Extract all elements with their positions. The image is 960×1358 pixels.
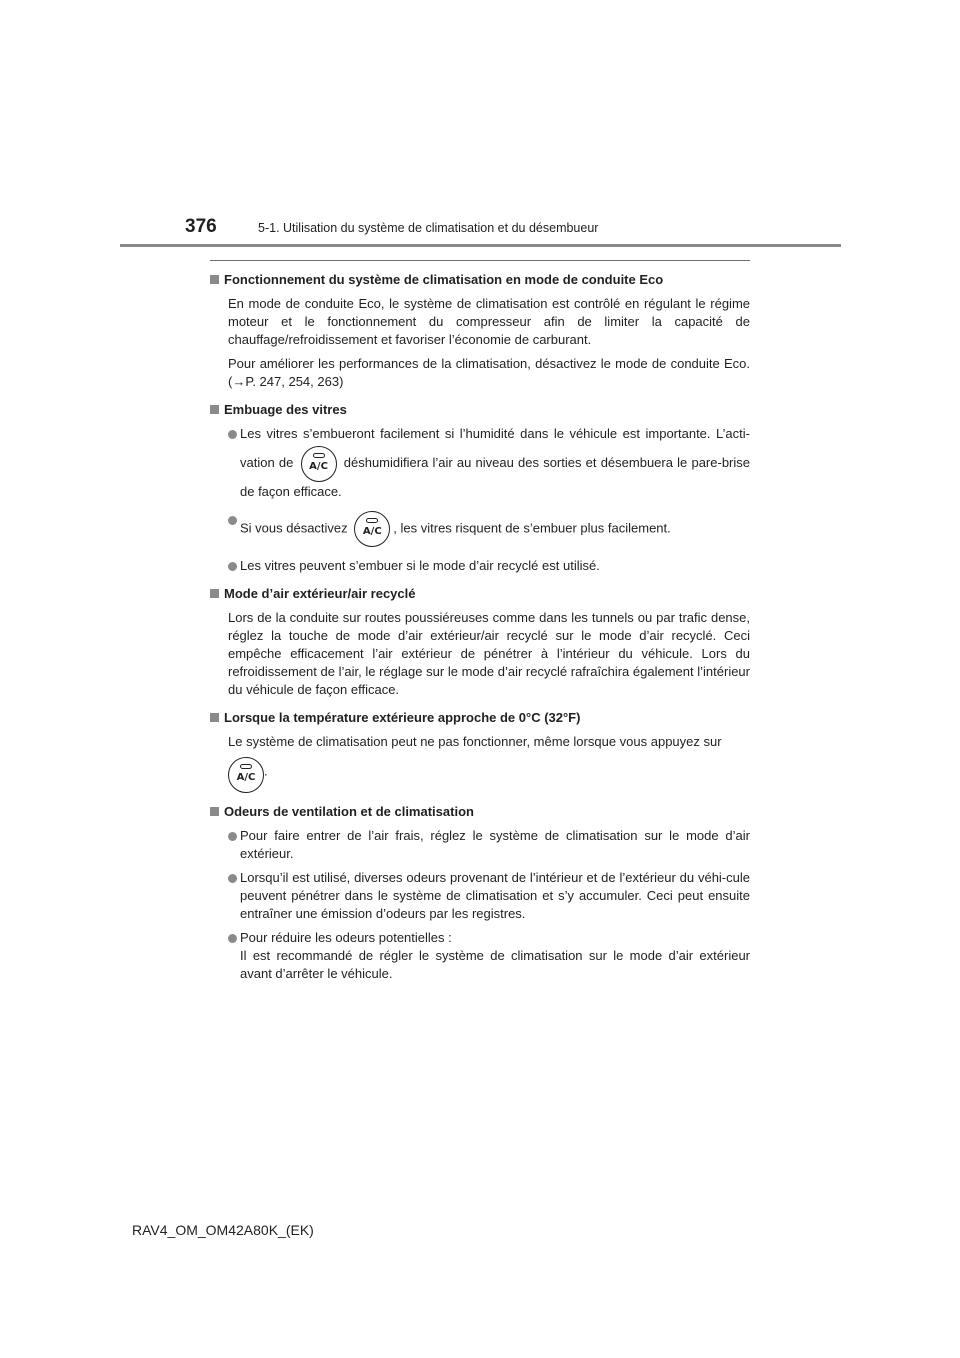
round-bullet-icon	[228, 516, 237, 525]
section-heading: Odeurs de ventilation et de climatisation	[210, 803, 750, 821]
square-bullet-icon	[210, 807, 219, 816]
section-fogging	[210, 401, 750, 575]
section-odors	[210, 803, 750, 983]
section-eco	[210, 271, 750, 391]
list-item: Lorsqu’il est utilisé, diverses odeurs provenant de l’intérieur et de l’extérieur du véhi-cule peuvent pénétrer dans le système de climatisation et s’y accumuler. Ceci peut ensuite entraîner une émission d’odeurs par les registres.	[228, 869, 750, 923]
round-bullet-icon	[228, 430, 237, 439]
paragraph: Pour améliorer les performances de la climatisation, désactivez le mode de conduite Eco. (→P. 247, 254, 263)	[228, 356, 750, 389]
list-item: Les vitres s’embueront facilement si l’humidité dans le véhicule est importante. L’acti-vation de A/C déshumidifiera l’air au niveau des sorties et désembuera le pare-brise de façon efficace.	[228, 425, 750, 501]
ac-button-icon: A/C	[354, 511, 390, 547]
ac-button-icon: A/C	[228, 757, 264, 793]
square-bullet-icon	[210, 275, 219, 284]
list-item: Les vitres peuvent s’embuer si le mode d’air recyclé est utilisé.	[228, 557, 750, 575]
paragraph: Lors de la conduite sur routes poussiéreuses comme dans les tunnels ou par trafic dense, réglez la touche de mode d’air extérieur/air recyclé sur le mode d’air recyclé. Ceci empêche efficacement l’air extérieur de pénétrer à l’intérieur du véhicule. Lors du refroidissement de l’air, le réglage sur le mode d’air recyclé rafraîchira également l’intérieur du véhicule de façon efficace.	[228, 610, 750, 697]
round-bullet-icon	[228, 832, 237, 841]
paragraph: En mode de conduite Eco, le système de climatisation est contrôlé en régulant le régime moteur et le fonctionnement du compresseur afin de limiter la capacité de chauffage/refroidissement et favoriser l’économie de carburant.	[228, 296, 750, 347]
round-bullet-icon	[228, 934, 237, 943]
page-content	[210, 271, 750, 993]
list-item: Si vous désactivez A/C , les vitres risquent de s’embuer plus facilement.	[228, 511, 750, 547]
content-divider	[210, 260, 750, 261]
section-air-mode	[210, 585, 750, 699]
header-divider	[120, 244, 841, 247]
section-title: 5-1. Utilisation du système de climatisation et du désembueur	[258, 221, 599, 235]
square-bullet-icon	[210, 405, 219, 414]
square-bullet-icon	[210, 589, 219, 598]
section-cold-temperature	[210, 709, 750, 793]
round-bullet-icon	[228, 874, 237, 883]
section-heading: Embuage des vitres	[210, 401, 750, 419]
ac-button-icon: A/C	[301, 446, 337, 482]
square-bullet-icon	[210, 713, 219, 722]
page-number: 376	[185, 216, 217, 237]
section-heading: Lorsque la température extérieure approche de 0°C (32°F)	[210, 709, 750, 727]
paragraph: Le système de climatisation peut ne pas fonctionner, même lorsque vous appuyez sur A/C .	[228, 733, 750, 793]
round-bullet-icon	[228, 562, 237, 571]
list-item: Pour réduire les odeurs potentielles : Il est recommandé de régler le système de climatisation sur le mode d’air extérieur avant d’arrêter le véhicule.	[228, 929, 750, 983]
document-code: RAV4_OM_OM42A80K_(EK)	[132, 1222, 314, 1238]
section-heading: Mode d’air extérieur/air recyclé	[210, 585, 750, 603]
section-heading: Fonctionnement du système de climatisation en mode de conduite Eco	[210, 271, 750, 289]
list-item: Pour faire entrer de l’air frais, réglez le système de climatisation sur le mode d’air extérieur.	[228, 827, 750, 863]
